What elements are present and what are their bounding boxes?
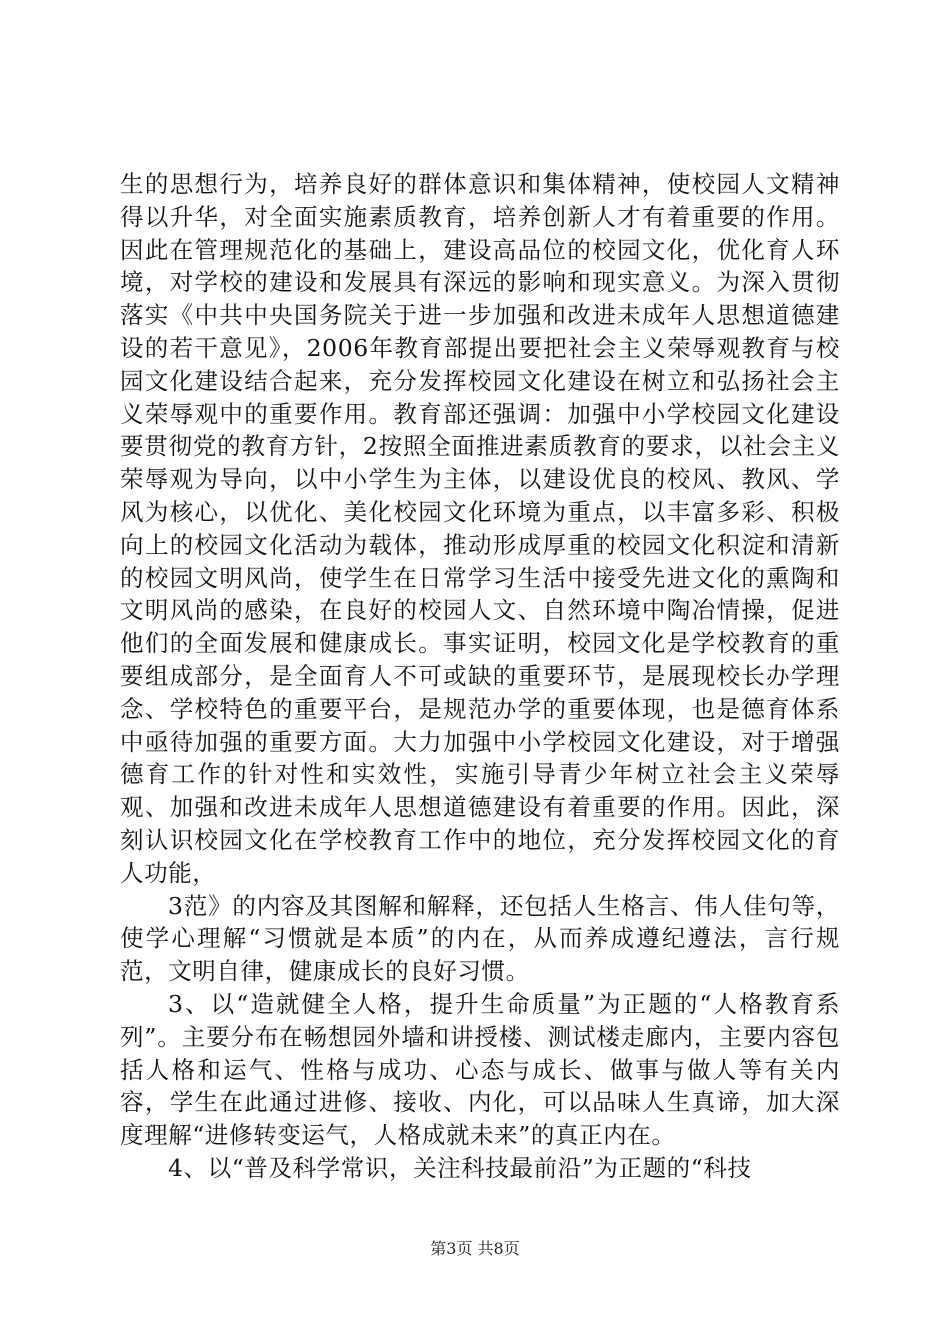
page-footer: 第3页 共8页 — [430, 1239, 520, 1258]
paragraph-4: 4、以“普及科学常识，关注科技最前沿”为正题的“科技 — [168, 1153, 752, 1182]
paragraph-1: 生的思想行为，培养良好的群体意识和集体精神，使校园人文精神得以升华，对全面实施素质教育，培养创新人才有着重要的作用。因此在管理规范化的基础上，建设高品位的校园文化，优化育人环境，对学校的建设和发展具有深远的影响和现实意义。为深入贯彻落实《中共中央国务院关于进一步加强和改进未成年人思想道德建设的若干意见》，2006年教育部提出要把社会主义荣辱观教育与校园文化建设结合起来，充分发挥校园文化建设在树立和弘扬社会主义荣辱观中的重要作用。教育部还强调：加强中小学校园文化建设要贯彻党的教育方针，2按照全面推进素质教育的要求，以社会主义荣辱观为导向，以中小学生为主体，以建设优良的校风、教风、学风为核心，以优化、美化校园文化环境为重点，以丰富多彩、积极向上的校园文化活动为载体，推动形成厚重的校园文化积淀和清新的校园文明风尚，使学生在日常学习生活中接受先进文化的熏陶和文明风尚的感染，在良好的校园人文、自然环境中陶冶情操，促进他们的全面发展和健康成长。事实证明，校园文化是学校教育的重要组成部分，是全面育人不可或缺的重要环节，是展现校长办学理念、学校特色的重要平台，是规范办学的重要体现，也是德育体系中亟待加强的重要方面。大力加强中小学校园文化建设，对于增强德育工作的针对性和实效性，实施引导青少年树立社会主义荣辱观、加强和改进未成年人思想道德建设有着重要的作用。因此，深刻认识校园文化在学校教育工作中的地位，充分发挥校园文化的育人功能， — [120, 170, 840, 887]
document-body — [120, 168, 840, 1185]
paragraph-2: 3范》的内容及其图解和解释，还包括人生格言、伟人佳句等，使学心理解“习惯就是本质”的内在，从而养成遵纪遵法，言行规范，文明自律，健康成长的良好习惯。 — [120, 891, 840, 986]
paragraph-3: 3、以“造就健全人格，提升生命质量”为正题的“人格教育系列”。主要分布在畅想园外墙和讲授楼、测试楼走廊内，主要内容包括人格和运气、性格与成功、心态与成长、做事与做人等有关内容，学生在此通过进修、接收、内化，可以品味人生真谛，加大深度理解“进修转变运气，人格成就未来”的真正内在。 — [120, 989, 840, 1150]
